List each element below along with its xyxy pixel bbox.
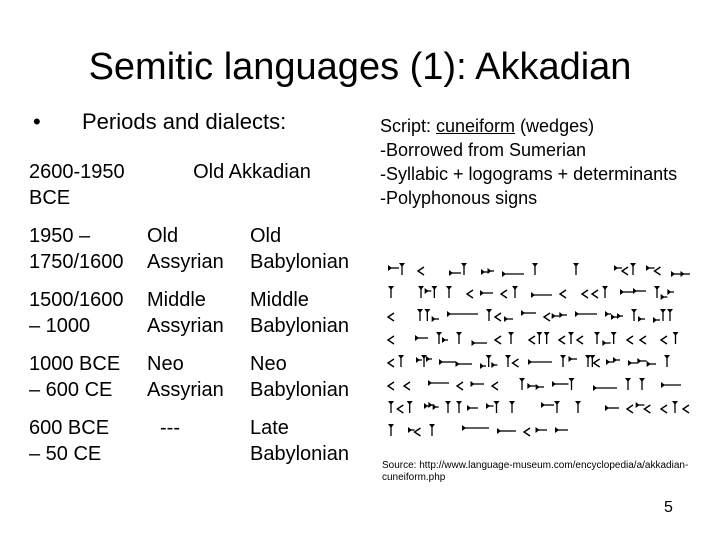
assyrian-dialect: Neo Assyrian xyxy=(147,353,224,401)
periods-table xyxy=(26,156,359,476)
assyrian-dialect: Old Assyrian xyxy=(147,225,224,273)
cuneiform-glyphs xyxy=(378,251,706,441)
period-date: 2600-1950 BCE xyxy=(29,161,125,209)
script-point: -Polyphonous signs xyxy=(380,188,538,208)
period-date: 1000 BCE – 600 CE xyxy=(29,353,121,401)
assyrian-dialect: --- xyxy=(160,417,180,439)
period-date: 1950 – 1750/1600 xyxy=(29,225,124,273)
bullet-text: Periods and dialects: xyxy=(82,109,287,134)
period-date: 600 BCE – 50 CE xyxy=(29,417,110,465)
slide-title: Semitic languages (1): Akkadian xyxy=(88,46,632,88)
page-number: 5 xyxy=(664,499,673,516)
script-prefix: Script: xyxy=(380,116,437,136)
cuneiform-link[interactable]: cuneiform xyxy=(436,116,516,136)
period-row xyxy=(26,220,359,284)
babylonian-dialect: Old Babylonian xyxy=(250,225,349,273)
period-row xyxy=(26,348,359,412)
script-point: -Borrowed from Sumerian xyxy=(380,140,587,160)
assyrian-dialect: Middle Assyrian xyxy=(147,289,224,337)
babylonian-dialect: Neo Babylonian xyxy=(250,353,349,401)
bullet-marker: • xyxy=(33,109,41,134)
script-point: -Syllabic + logograms + determinants xyxy=(380,164,678,184)
period-row xyxy=(26,156,359,220)
script-info xyxy=(380,114,677,210)
source-citation: Source: http://www.language-museum.com/encyclopedia/a/akkadian-cuneiform.php xyxy=(382,460,689,483)
babylonian-dialect: Late Babylonian xyxy=(250,417,349,465)
cuneiform-tablet-image xyxy=(377,250,707,442)
script-heading xyxy=(380,114,677,138)
script-suffix: (wedges) xyxy=(515,116,595,136)
period-row xyxy=(26,412,359,476)
period-date: 1500/1600 – 1000 xyxy=(29,289,124,337)
babylonian-dialect: Middle Babylonian xyxy=(250,289,349,337)
period-row xyxy=(26,284,359,348)
dialect-name: Old Akkadian xyxy=(193,161,311,183)
